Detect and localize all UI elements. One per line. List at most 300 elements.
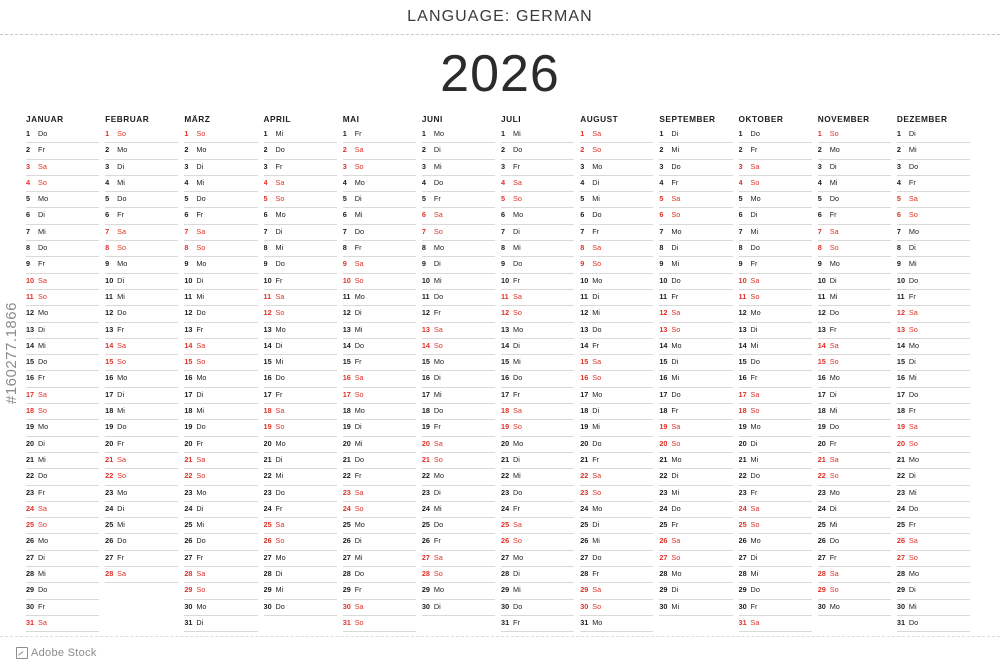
day-row[interactable] (659, 127, 732, 143)
day-row[interactable] (264, 208, 337, 224)
day-row[interactable] (105, 437, 178, 453)
day-row[interactable] (580, 600, 653, 616)
day-row[interactable] (26, 551, 99, 567)
day-row[interactable] (264, 355, 337, 371)
day-row[interactable] (580, 486, 653, 502)
day-row[interactable] (264, 225, 337, 241)
day-row[interactable] (26, 404, 99, 420)
day-row[interactable] (501, 339, 574, 355)
day-row[interactable] (818, 583, 891, 599)
day-row[interactable] (501, 600, 574, 616)
day-row[interactable] (501, 143, 574, 159)
day-row[interactable] (26, 323, 99, 339)
day-row[interactable] (26, 486, 99, 502)
day-row[interactable] (264, 339, 337, 355)
day-row[interactable] (26, 160, 99, 176)
day-row[interactable] (26, 534, 99, 550)
day-row[interactable] (264, 518, 337, 534)
day-row[interactable] (105, 274, 178, 290)
day-row[interactable] (343, 404, 416, 420)
day-row[interactable] (897, 306, 970, 322)
day-row[interactable] (343, 306, 416, 322)
day-row[interactable] (26, 600, 99, 616)
day-row[interactable] (897, 534, 970, 550)
day-row[interactable] (184, 208, 257, 224)
day-row[interactable] (659, 551, 732, 567)
day-row[interactable] (659, 339, 732, 355)
day-row[interactable] (26, 225, 99, 241)
day-row[interactable] (897, 274, 970, 290)
day-row[interactable] (659, 192, 732, 208)
day-row[interactable] (897, 486, 970, 502)
day-row[interactable] (818, 600, 891, 616)
day-row[interactable] (105, 257, 178, 273)
day-row[interactable] (343, 160, 416, 176)
day-row[interactable] (264, 502, 337, 518)
day-row[interactable] (422, 192, 495, 208)
day-row[interactable] (264, 371, 337, 387)
day-row[interactable] (105, 388, 178, 404)
day-row[interactable] (501, 534, 574, 550)
day-row[interactable] (105, 323, 178, 339)
day-row[interactable] (264, 143, 337, 159)
day-row[interactable] (659, 486, 732, 502)
day-row[interactable] (897, 127, 970, 143)
day-row[interactable] (580, 420, 653, 436)
day-row[interactable] (422, 469, 495, 485)
day-row[interactable] (659, 453, 732, 469)
day-row[interactable] (501, 502, 574, 518)
day-row[interactable] (818, 420, 891, 436)
day-row[interactable] (580, 127, 653, 143)
day-row[interactable] (818, 339, 891, 355)
day-row[interactable] (184, 160, 257, 176)
day-row[interactable] (264, 486, 337, 502)
day-row[interactable] (580, 567, 653, 583)
day-row[interactable] (343, 469, 416, 485)
day-row[interactable] (659, 290, 732, 306)
day-row[interactable] (105, 241, 178, 257)
day-row[interactable] (105, 469, 178, 485)
day-row[interactable] (818, 404, 891, 420)
day-row[interactable] (26, 176, 99, 192)
day-row[interactable] (184, 616, 257, 632)
day-row[interactable] (501, 208, 574, 224)
day-row[interactable] (580, 160, 653, 176)
day-row[interactable] (105, 453, 178, 469)
day-row[interactable] (897, 241, 970, 257)
day-row[interactable] (343, 225, 416, 241)
day-row[interactable] (105, 404, 178, 420)
day-row[interactable] (184, 371, 257, 387)
day-row[interactable] (343, 616, 416, 632)
day-row[interactable] (105, 306, 178, 322)
day-row[interactable] (659, 257, 732, 273)
day-row[interactable] (739, 274, 812, 290)
day-row[interactable] (739, 469, 812, 485)
day-row[interactable] (184, 420, 257, 436)
day-row[interactable] (501, 437, 574, 453)
day-row[interactable] (897, 176, 970, 192)
day-row[interactable] (897, 502, 970, 518)
day-row[interactable] (739, 192, 812, 208)
day-row[interactable] (818, 225, 891, 241)
day-row[interactable] (343, 534, 416, 550)
day-row[interactable] (422, 160, 495, 176)
day-row[interactable] (897, 453, 970, 469)
day-row[interactable] (818, 518, 891, 534)
day-row[interactable] (818, 469, 891, 485)
day-row[interactable] (264, 323, 337, 339)
day-row[interactable] (184, 225, 257, 241)
day-row[interactable] (422, 323, 495, 339)
day-row[interactable] (580, 518, 653, 534)
day-row[interactable] (264, 290, 337, 306)
day-row[interactable] (501, 420, 574, 436)
day-row[interactable] (26, 371, 99, 387)
day-row[interactable] (343, 371, 416, 387)
day-row[interactable] (659, 208, 732, 224)
day-row[interactable] (501, 551, 574, 567)
day-row[interactable] (26, 583, 99, 599)
day-row[interactable] (659, 274, 732, 290)
day-row[interactable] (184, 502, 257, 518)
day-row[interactable] (580, 225, 653, 241)
day-row[interactable] (897, 518, 970, 534)
day-row[interactable] (422, 225, 495, 241)
day-row[interactable] (897, 225, 970, 241)
day-row[interactable] (501, 567, 574, 583)
day-row[interactable] (818, 290, 891, 306)
day-row[interactable] (422, 355, 495, 371)
day-row[interactable] (422, 551, 495, 567)
day-row[interactable] (897, 583, 970, 599)
day-row[interactable] (897, 404, 970, 420)
day-row[interactable] (184, 567, 257, 583)
day-row[interactable] (580, 274, 653, 290)
day-row[interactable] (739, 388, 812, 404)
day-row[interactable] (422, 486, 495, 502)
day-row[interactable] (897, 355, 970, 371)
day-row[interactable] (739, 355, 812, 371)
day-row[interactable] (105, 371, 178, 387)
day-row[interactable] (343, 323, 416, 339)
day-row[interactable] (818, 355, 891, 371)
day-row[interactable] (105, 502, 178, 518)
day-row[interactable] (580, 616, 653, 632)
day-row[interactable] (897, 616, 970, 632)
day-row[interactable] (422, 208, 495, 224)
day-row[interactable] (105, 551, 178, 567)
day-row[interactable] (105, 339, 178, 355)
day-row[interactable] (739, 583, 812, 599)
day-row[interactable] (818, 453, 891, 469)
day-row[interactable] (264, 388, 337, 404)
day-row[interactable] (184, 127, 257, 143)
day-row[interactable] (501, 518, 574, 534)
day-row[interactable] (739, 600, 812, 616)
day-row[interactable] (501, 453, 574, 469)
day-row[interactable] (897, 208, 970, 224)
day-row[interactable] (343, 567, 416, 583)
day-row[interactable] (659, 404, 732, 420)
day-row[interactable] (184, 339, 257, 355)
day-row[interactable] (580, 208, 653, 224)
day-row[interactable] (739, 225, 812, 241)
day-row[interactable] (739, 534, 812, 550)
day-row[interactable] (184, 355, 257, 371)
day-row[interactable] (343, 453, 416, 469)
day-row[interactable] (897, 437, 970, 453)
day-row[interactable] (739, 143, 812, 159)
day-row[interactable] (659, 388, 732, 404)
day-row[interactable] (818, 257, 891, 273)
day-row[interactable] (26, 616, 99, 632)
day-row[interactable] (818, 323, 891, 339)
day-row[interactable] (739, 306, 812, 322)
day-row[interactable] (343, 388, 416, 404)
day-row[interactable] (818, 274, 891, 290)
day-row[interactable] (422, 371, 495, 387)
day-row[interactable] (184, 306, 257, 322)
day-row[interactable] (580, 143, 653, 159)
day-row[interactable] (422, 518, 495, 534)
day-row[interactable] (26, 290, 99, 306)
day-row[interactable] (343, 192, 416, 208)
day-row[interactable] (897, 388, 970, 404)
day-row[interactable] (739, 616, 812, 632)
day-row[interactable] (422, 241, 495, 257)
day-row[interactable] (501, 355, 574, 371)
day-row[interactable] (264, 567, 337, 583)
day-row[interactable] (105, 208, 178, 224)
day-row[interactable] (184, 323, 257, 339)
day-row[interactable] (422, 600, 495, 616)
day-row[interactable] (580, 306, 653, 322)
day-row[interactable] (739, 518, 812, 534)
day-row[interactable] (580, 469, 653, 485)
day-row[interactable] (501, 323, 574, 339)
day-row[interactable] (580, 257, 653, 273)
day-row[interactable] (818, 192, 891, 208)
day-row[interactable] (343, 420, 416, 436)
day-row[interactable] (26, 437, 99, 453)
day-row[interactable] (501, 388, 574, 404)
day-row[interactable] (580, 583, 653, 599)
day-row[interactable] (105, 518, 178, 534)
day-row[interactable] (897, 371, 970, 387)
day-row[interactable] (184, 274, 257, 290)
day-row[interactable] (264, 551, 337, 567)
day-row[interactable] (264, 437, 337, 453)
day-row[interactable] (818, 306, 891, 322)
day-row[interactable] (105, 534, 178, 550)
day-row[interactable] (580, 192, 653, 208)
day-row[interactable] (105, 127, 178, 143)
day-row[interactable] (501, 469, 574, 485)
day-row[interactable] (580, 388, 653, 404)
day-row[interactable] (343, 437, 416, 453)
day-row[interactable] (659, 600, 732, 616)
day-row[interactable] (105, 355, 178, 371)
day-row[interactable] (422, 453, 495, 469)
day-row[interactable] (818, 567, 891, 583)
day-row[interactable] (184, 583, 257, 599)
day-row[interactable] (501, 176, 574, 192)
day-row[interactable] (580, 437, 653, 453)
day-row[interactable] (26, 469, 99, 485)
day-row[interactable] (26, 355, 99, 371)
day-row[interactable] (739, 339, 812, 355)
day-row[interactable] (105, 290, 178, 306)
day-row[interactable] (580, 355, 653, 371)
day-row[interactable] (343, 583, 416, 599)
day-row[interactable] (897, 160, 970, 176)
day-row[interactable] (422, 420, 495, 436)
day-row[interactable] (897, 551, 970, 567)
day-row[interactable] (343, 486, 416, 502)
day-row[interactable] (264, 453, 337, 469)
day-row[interactable] (184, 257, 257, 273)
day-row[interactable] (105, 192, 178, 208)
day-row[interactable] (184, 534, 257, 550)
day-row[interactable] (184, 241, 257, 257)
day-row[interactable] (818, 502, 891, 518)
day-row[interactable] (422, 143, 495, 159)
day-row[interactable] (580, 339, 653, 355)
day-row[interactable] (818, 127, 891, 143)
day-row[interactable] (105, 420, 178, 436)
day-row[interactable] (659, 469, 732, 485)
day-row[interactable] (184, 551, 257, 567)
day-row[interactable] (422, 257, 495, 273)
day-row[interactable] (659, 143, 732, 159)
day-row[interactable] (422, 567, 495, 583)
day-row[interactable] (26, 143, 99, 159)
day-row[interactable] (422, 176, 495, 192)
day-row[interactable] (26, 192, 99, 208)
day-row[interactable] (343, 143, 416, 159)
day-row[interactable] (897, 469, 970, 485)
day-row[interactable] (818, 176, 891, 192)
day-row[interactable] (659, 355, 732, 371)
day-row[interactable] (739, 404, 812, 420)
day-row[interactable] (580, 502, 653, 518)
day-row[interactable] (264, 176, 337, 192)
day-row[interactable] (659, 371, 732, 387)
day-row[interactable] (897, 339, 970, 355)
day-row[interactable] (501, 486, 574, 502)
day-row[interactable] (739, 371, 812, 387)
day-row[interactable] (659, 437, 732, 453)
day-row[interactable] (422, 404, 495, 420)
day-row[interactable] (897, 420, 970, 436)
day-row[interactable] (659, 225, 732, 241)
day-row[interactable] (343, 257, 416, 273)
day-row[interactable] (264, 306, 337, 322)
day-row[interactable] (264, 127, 337, 143)
day-row[interactable] (739, 257, 812, 273)
day-row[interactable] (897, 192, 970, 208)
day-row[interactable] (739, 502, 812, 518)
day-row[interactable] (739, 437, 812, 453)
day-row[interactable] (659, 420, 732, 436)
day-row[interactable] (739, 551, 812, 567)
day-row[interactable] (105, 225, 178, 241)
day-row[interactable] (580, 290, 653, 306)
day-row[interactable] (422, 437, 495, 453)
day-row[interactable] (26, 241, 99, 257)
day-row[interactable] (422, 127, 495, 143)
day-row[interactable] (264, 583, 337, 599)
day-row[interactable] (818, 143, 891, 159)
day-row[interactable] (422, 274, 495, 290)
day-row[interactable] (739, 160, 812, 176)
day-row[interactable] (739, 127, 812, 143)
day-row[interactable] (659, 567, 732, 583)
day-row[interactable] (26, 420, 99, 436)
day-row[interactable] (343, 339, 416, 355)
day-row[interactable] (26, 274, 99, 290)
day-row[interactable] (264, 274, 337, 290)
day-row[interactable] (897, 323, 970, 339)
day-row[interactable] (739, 420, 812, 436)
day-row[interactable] (659, 176, 732, 192)
day-row[interactable] (264, 192, 337, 208)
day-row[interactable] (26, 208, 99, 224)
day-row[interactable] (580, 453, 653, 469)
day-row[interactable] (343, 502, 416, 518)
day-row[interactable] (501, 160, 574, 176)
day-row[interactable] (501, 192, 574, 208)
day-row[interactable] (343, 274, 416, 290)
day-row[interactable] (26, 306, 99, 322)
day-row[interactable] (26, 257, 99, 273)
day-row[interactable] (580, 323, 653, 339)
day-row[interactable] (659, 583, 732, 599)
day-row[interactable] (343, 518, 416, 534)
day-row[interactable] (343, 600, 416, 616)
day-row[interactable] (264, 469, 337, 485)
day-row[interactable] (659, 306, 732, 322)
day-row[interactable] (897, 600, 970, 616)
day-row[interactable] (422, 502, 495, 518)
day-row[interactable] (264, 420, 337, 436)
day-row[interactable] (184, 290, 257, 306)
day-row[interactable] (818, 534, 891, 550)
day-row[interactable] (659, 534, 732, 550)
day-row[interactable] (818, 208, 891, 224)
day-row[interactable] (818, 160, 891, 176)
day-row[interactable] (184, 518, 257, 534)
day-row[interactable] (105, 176, 178, 192)
day-row[interactable] (818, 486, 891, 502)
day-row[interactable] (739, 567, 812, 583)
day-row[interactable] (105, 160, 178, 176)
day-row[interactable] (580, 551, 653, 567)
day-row[interactable] (580, 534, 653, 550)
day-row[interactable] (264, 160, 337, 176)
day-row[interactable] (659, 323, 732, 339)
day-row[interactable] (501, 616, 574, 632)
day-row[interactable] (343, 355, 416, 371)
day-row[interactable] (501, 583, 574, 599)
day-row[interactable] (343, 551, 416, 567)
day-row[interactable] (897, 290, 970, 306)
day-row[interactable] (422, 339, 495, 355)
day-row[interactable] (580, 404, 653, 420)
day-row[interactable] (818, 437, 891, 453)
